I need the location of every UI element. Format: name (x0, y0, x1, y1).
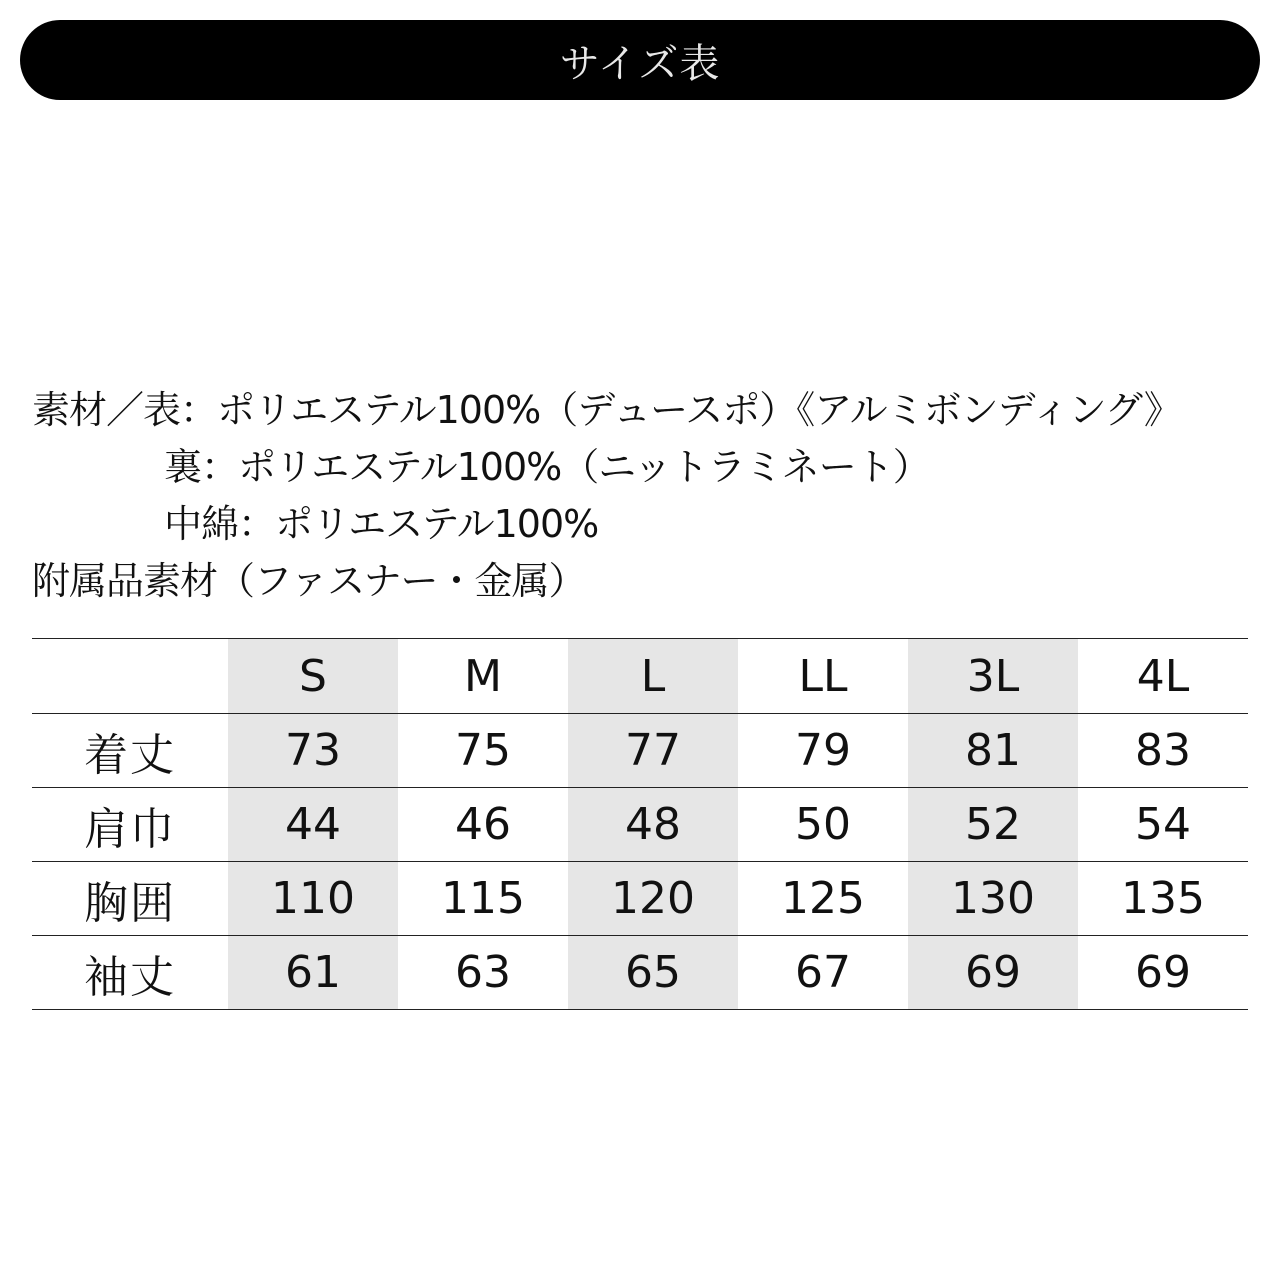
table-row (32, 714, 1248, 788)
material-line-padding (32, 496, 1262, 553)
measurement-cell: 77 (568, 714, 738, 788)
table-row (32, 862, 1248, 936)
material-label: 裏 (164, 445, 202, 489)
measurement-cell: 120 (568, 862, 738, 936)
size-header-cell: LL (738, 639, 908, 714)
measurement-cell: 50 (738, 788, 908, 862)
material-line-outer (32, 382, 1262, 439)
measurement-cell: 44 (228, 788, 398, 862)
size-header-cell: S (228, 639, 398, 714)
material-label: 附属品素材（ファスナー・金属） (32, 559, 586, 603)
material-value: ：ポリエステル100% (238, 502, 599, 546)
measurement-cell: 52 (908, 788, 1078, 862)
size-header-cell: L (568, 639, 738, 714)
material-label: 素材／表 (32, 388, 181, 432)
measurement-cell: 135 (1078, 862, 1248, 936)
table-row (32, 788, 1248, 862)
measurement-cell: 48 (568, 788, 738, 862)
size-header-row (32, 639, 1248, 714)
measurement-cell: 65 (568, 936, 738, 1010)
size-table (32, 638, 1248, 1010)
material-value: ：ポリエステル100%（ニットラミネート） (201, 445, 930, 489)
page-title: サイズ表 (559, 40, 721, 87)
measurement-cell: 125 (738, 862, 908, 936)
measurement-cell: 83 (1078, 714, 1248, 788)
measurement-cell: 73 (228, 714, 398, 788)
measurement-cell: 110 (228, 862, 398, 936)
material-label: 中綿 (164, 502, 239, 546)
size-header-cell: M (398, 639, 568, 714)
material-line-accessories (32, 553, 1262, 610)
measurement-cell: 79 (738, 714, 908, 788)
materials-block (32, 382, 1262, 610)
measurement-cell: 46 (398, 788, 568, 862)
size-header-cell: 4L (1078, 639, 1248, 714)
measurement-cell: 63 (398, 936, 568, 1010)
row-label: 胸囲 (32, 862, 228, 936)
row-label: 肩巾 (32, 788, 228, 862)
row-label: 着丈 (32, 714, 228, 788)
measurement-cell: 61 (228, 936, 398, 1010)
measurement-cell: 69 (1078, 936, 1248, 1010)
measurement-cell: 130 (908, 862, 1078, 936)
table-row (32, 936, 1248, 1010)
size-header-cell: 3L (908, 639, 1078, 714)
measurement-cell: 69 (908, 936, 1078, 1010)
measurement-cell: 115 (398, 862, 568, 936)
row-label: 袖丈 (32, 936, 228, 1010)
measurement-cell: 54 (1078, 788, 1248, 862)
header-corner-cell (32, 639, 228, 714)
measurement-cell: 75 (398, 714, 568, 788)
material-value: ：ポリエステル100%（デュースポ）《アルミボンディング》 (180, 388, 1181, 432)
measurement-cell: 81 (908, 714, 1078, 788)
measurement-cell: 67 (738, 936, 908, 1010)
title-banner (20, 20, 1260, 100)
material-line-lining (32, 439, 1262, 496)
